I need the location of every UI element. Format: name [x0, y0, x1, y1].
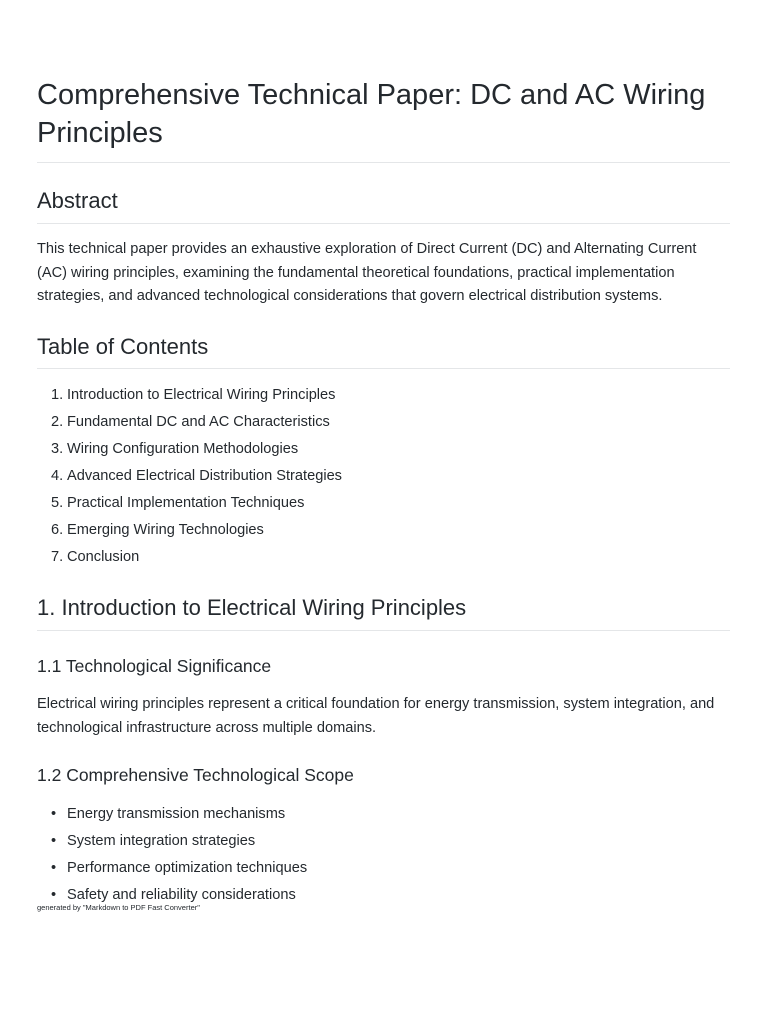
toc-item: [37, 517, 342, 544]
toc-item-label: Introduction to Electrical Wiring Principles: [67, 387, 336, 403]
toc-item-number: 2.: [51, 414, 64, 430]
toc-item: [37, 436, 342, 463]
toc-item: [37, 382, 342, 409]
list-item-label: Safety and reliability considerations: [67, 887, 296, 903]
abstract-text: This technical paper provides an exhaustive exploration of Direct Current (DC) and Alternating Current (AC) wiring principles, examining the fundamental theoretical foundations, practical implementation strategies, and advanced technological considerations that govern electrical distribution systems.: [37, 241, 697, 304]
generator-footer: generated by "Markdown to PDF Fast Converter": [37, 903, 200, 912]
subsection-1-1-text: Electrical wiring principles represent a critical foundation for energy transmission, system integration, and technological infrastructure across multiple domains.: [37, 696, 715, 736]
toc-item-number: 7.: [51, 549, 64, 565]
toc-item-number: 1.: [51, 387, 64, 403]
toc-item-label: Fundamental DC and AC Characteristics: [67, 414, 330, 430]
title-divider: [37, 162, 730, 163]
toc-divider: [37, 368, 730, 369]
toc-item-number: 3.: [51, 441, 64, 457]
list-item-label: System integration strategies: [67, 833, 256, 849]
toc-item: [37, 463, 342, 490]
list-item-label: Performance optimization techniques: [67, 860, 308, 876]
list-item-label: Energy transmission mechanisms: [67, 806, 286, 822]
toc-item: [37, 490, 342, 517]
toc-item-number: 6.: [51, 522, 64, 538]
toc-item-label: Wiring Configuration Methodologies: [67, 441, 299, 457]
toc-item-label: Conclusion: [67, 549, 140, 565]
list-item: [37, 801, 307, 828]
toc-item: [37, 409, 342, 436]
abstract-heading: Abstract: [37, 188, 118, 213]
abstract-divider: [37, 223, 730, 224]
toc-item-number: 5.: [51, 495, 64, 511]
bullet-icon: •: [51, 833, 57, 849]
toc-item-label: Emerging Wiring Technologies: [67, 522, 264, 538]
toc-item-label: Practical Implementation Techniques: [67, 495, 305, 511]
toc-heading: Table of Contents: [37, 334, 209, 359]
subsection-1-2-heading: 1.2 Comprehensive Technological Scope: [37, 765, 354, 785]
bullet-icon: •: [51, 887, 57, 903]
toc-list: [37, 382, 342, 571]
list-item: [37, 855, 307, 882]
section1-heading: 1. Introduction to Electrical Wiring Principles: [37, 595, 467, 620]
toc-item: [37, 544, 342, 571]
toc-item-number: 4.: [51, 468, 64, 484]
bullet-icon: •: [51, 860, 57, 876]
section1-divider: [37, 630, 730, 631]
document-title: Comprehensive Technical Paper: DC and AC Wiring Principles: [37, 79, 706, 149]
toc-item-label: Advanced Electrical Distribution Strategies: [67, 468, 342, 484]
subsection-1-1-heading: 1.1 Technological Significance: [37, 656, 272, 676]
bullet-icon: •: [51, 806, 57, 822]
list-item: [37, 828, 307, 855]
scope-list: [37, 801, 307, 909]
